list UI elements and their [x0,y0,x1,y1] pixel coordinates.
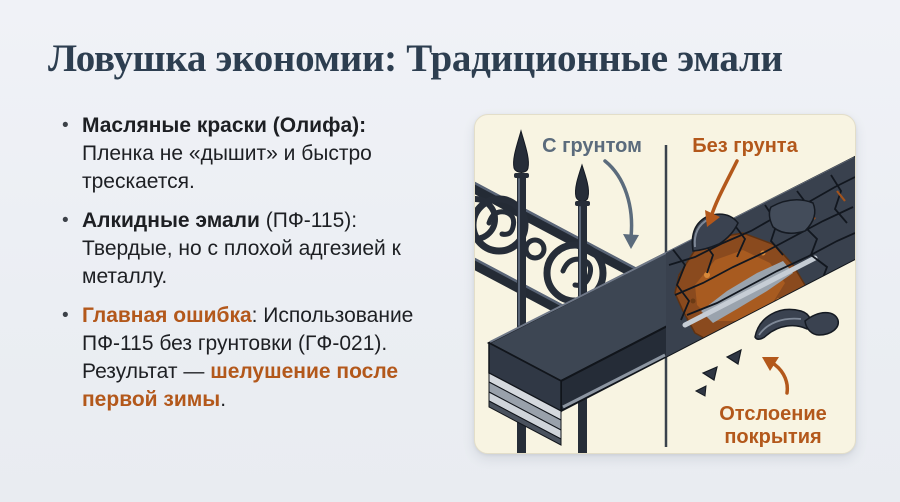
peeling-arrow-icon [762,357,787,393]
bullet-lead: Алкидные эмали [82,209,260,232]
bullet-lead-note: (ПФ-115): [259,209,358,232]
peeling-annotation-line2: покрытия [724,426,822,448]
lifted-paint-plate [769,200,814,233]
bullet-text [82,302,462,414]
bullet-body: Твердые, но с плохой адгезией к металлу. [82,237,401,288]
with-primer-label: С грунтом [542,135,642,157]
bullet-body: Пленка не «дышит» и быстро трескается. [82,142,372,193]
bullet-marker: • [62,210,69,231]
peeling-annotation-line1: Отслоение [719,403,827,425]
bullet-accent-lead: Главная ошибка [82,304,252,327]
bullet-tail: . [220,388,227,411]
bullet-item-alkyd-enamels [62,207,462,291]
slide-title: Ловушка экономии: Традиционные эмали [48,37,783,80]
bullet-accent: шелушение после первой зимы [82,360,399,411]
bullet-list [62,112,462,414]
spear-finial-icon [575,165,590,206]
bullet-text [82,112,462,196]
comparison-illustration [475,115,855,453]
comparison-figure-card [474,114,856,454]
spear-finial-icon [514,131,529,178]
bullet-lead: Масляные краски (Олифа): [82,114,367,137]
bullet-item-main-mistake [62,302,462,414]
without-primer-label: Без грунта [692,135,798,157]
bullet-marker: • [62,305,69,326]
with-primer-arrow-icon [605,161,639,249]
bullet-item-oil-paints [62,112,462,196]
bullet-lead-line [82,209,357,232]
bullet-mid: : Использование ПФ-115 без грунтовки (ГФ-021). Результат — [82,304,414,383]
bullet-marker: • [62,115,69,136]
bullet-text [82,207,462,291]
